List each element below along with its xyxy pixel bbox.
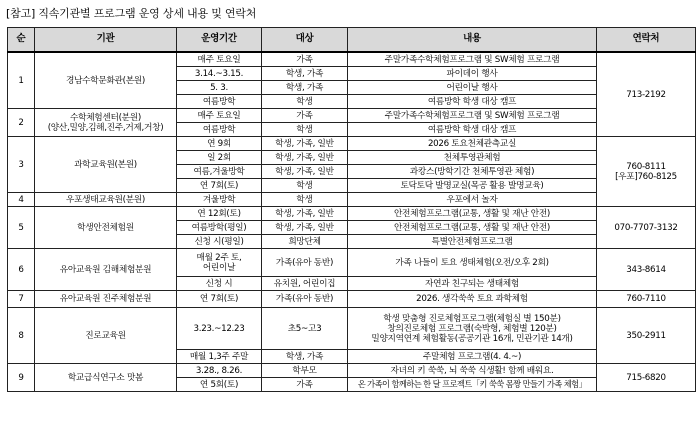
contact-cell: 713-2192: [597, 52, 696, 137]
table-header-row: [8, 28, 696, 53]
row-number: 7: [8, 291, 35, 308]
content-line3: 밀양지역연계 체험활동(공공기관 16개, 민관기관 14개): [371, 333, 573, 344]
content-line2: 창의진로체험 프로그램(숙박형, 체험별 120분): [387, 323, 557, 334]
target-cell: 초5~고3: [262, 308, 348, 350]
period-cell: 연 5회(토): [177, 378, 262, 392]
period-cell: 여름방학: [177, 95, 262, 109]
period-cell: [177, 249, 262, 277]
table-row: [8, 137, 696, 151]
row-number: 3: [8, 137, 35, 193]
content-cell: 여름방학 학생 대상 캠프: [348, 95, 597, 109]
target-cell: 학생, 가족, 일반: [262, 137, 348, 151]
period-cell: 연 9회: [177, 137, 262, 151]
target-cell: 가족: [262, 378, 348, 392]
org-name: 진로교육원: [35, 308, 177, 364]
org-name: 경남수학문화관(본원): [35, 52, 177, 109]
period-cell: 겨울방학: [177, 193, 262, 207]
header-org: 기관: [35, 28, 177, 53]
content-cell: 주말가족수학체험프로그램 및 SW체험 프로그램: [348, 52, 597, 67]
content-cell: 여름방학 학생 대상 캠프: [348, 123, 597, 137]
table-row: [8, 52, 696, 67]
period-cell: 매주 토요일: [177, 109, 262, 123]
period-cell: 여름,겨울방학: [177, 165, 262, 179]
target-cell: 유치원, 어린이집: [262, 277, 348, 291]
target-cell: 학부모: [262, 364, 348, 378]
table-row: [8, 364, 696, 378]
content-cell: 주말체험 프로그램(4. 4.~): [348, 350, 597, 364]
target-cell: 학생, 가족: [262, 350, 348, 364]
table-row: [8, 249, 696, 277]
target-cell: 가족: [262, 109, 348, 123]
contact-cell: 715-6820: [597, 364, 696, 392]
row-number: 1: [8, 52, 35, 109]
target-cell: 학생, 가족, 일반: [262, 207, 348, 221]
content-cell: [348, 308, 597, 350]
org-name-line1: 수학체험센터(분원): [70, 112, 141, 123]
org-name: 학교급식연구소 맛봄: [35, 364, 177, 392]
content-cell: 온 가족이 함께하는 한 달 프로젝트「키 쑥쑥 몸짱 만들기 가족 체험」: [348, 378, 597, 392]
content-cell: 자연과 친구되는 생태체험: [348, 277, 597, 291]
org-name: 유아교육원 김해체험분원: [35, 249, 177, 291]
target-cell: 학생, 가족, 일반: [262, 165, 348, 179]
contact-cell: 070-7707-3132: [597, 207, 696, 249]
content-cell: 어린이날 행사: [348, 81, 597, 95]
contact-line1: 760-8111: [626, 161, 666, 172]
table-row: [8, 308, 696, 350]
org-name: 과학교육원(본원): [35, 137, 177, 193]
target-cell: 학생: [262, 179, 348, 193]
table-row: [8, 109, 696, 123]
header-content: 내용: [348, 28, 597, 53]
period-cell: 3.14.~3.15.: [177, 67, 262, 81]
period-cell: 연 12회(토): [177, 207, 262, 221]
org-name: 유아교육원 진주체험분원: [35, 291, 177, 308]
period-cell: 여름방학: [177, 123, 262, 137]
content-cell: 가족 나들이 토요 생태체험(오전/오후 2회): [348, 249, 597, 277]
content-cell: 천체투영관체험: [348, 151, 597, 165]
period-cell: 3.23.~12.23: [177, 308, 262, 350]
content-cell: 토닥토닥 발명교실(목공 활용 발명교육): [348, 179, 597, 193]
content-line1: 학생 맞춤형 진로체험프로그램(체험실 별 150분): [383, 313, 561, 324]
target-cell: 학생: [262, 193, 348, 207]
header-period: 운영기간: [177, 28, 262, 53]
content-cell: 자녀의 키 쑥쑥, 뇌 쑥쑥 식생활! 함께 배워요.: [348, 364, 597, 378]
org-name: 우포생태교육원(분원): [35, 193, 177, 207]
content-cell: 2026. 생각쑥쑥 토요 과학체험: [348, 291, 597, 308]
contact-cell: 343-8614: [597, 249, 696, 291]
contact-cell: 760-7110: [597, 291, 696, 308]
period-cell: 연 7회(토): [177, 179, 262, 193]
table-row: [8, 207, 696, 221]
target-cell: 학생, 가족, 일반: [262, 221, 348, 235]
row-number: 5: [8, 207, 35, 249]
period-cell: 매월 1,3주 주말: [177, 350, 262, 364]
header-no: 순: [8, 28, 35, 53]
period-cell: 일 2회: [177, 151, 262, 165]
table-row: [8, 193, 696, 207]
row-number: 2: [8, 109, 35, 137]
header-target: 대상: [262, 28, 348, 53]
content-cell: 파이데이 행사: [348, 67, 597, 81]
row-number: 6: [8, 249, 35, 291]
period-cell: 신청 시: [177, 277, 262, 291]
target-cell: 희망단체: [262, 235, 348, 249]
period-line1: 매월 2주 토,: [196, 252, 242, 263]
org-name: [35, 109, 177, 137]
target-cell: 학생, 가족: [262, 81, 348, 95]
document-title: [참고] 직속기관별 프로그램 운영 상세 내용 및 연락처: [6, 7, 257, 20]
row-number: 9: [8, 364, 35, 392]
row-number: 4: [8, 193, 35, 207]
period-cell: 매주 토요일: [177, 52, 262, 67]
content-cell: 주말가족수학체험프로그램 및 SW체험 프로그램: [348, 109, 597, 123]
period-cell: 3.28., 8.26.: [177, 364, 262, 378]
target-cell: 가족: [262, 52, 348, 67]
period-cell: 여름방학(평일): [177, 221, 262, 235]
header-contact: 연락처: [597, 28, 696, 53]
contact-line2: [우포]760-8125: [615, 171, 677, 182]
target-cell: 학생: [262, 123, 348, 137]
program-table: [7, 27, 696, 392]
content-cell: 우포에서 놀자: [348, 193, 597, 207]
target-cell: 가족(유아 동반): [262, 249, 348, 277]
row-number: 8: [8, 308, 35, 364]
period-cell: 연 7회(토): [177, 291, 262, 308]
contact-cell: [597, 137, 696, 207]
content-cell: 특별안전체험프로그램: [348, 235, 597, 249]
content-cell: 과캉스(방학기간 천체투영관 체험): [348, 165, 597, 179]
contact-cell: 350-2911: [597, 308, 696, 364]
org-name-line2: (양산,밀양,김해,진주,거제,거창): [47, 122, 164, 133]
target-cell: 학생: [262, 95, 348, 109]
content-cell: 2026 토요천체관측교실: [348, 137, 597, 151]
org-name: 학생안전체험원: [35, 207, 177, 249]
period-cell: 신청 시(평일): [177, 235, 262, 249]
target-cell: 학생, 가족: [262, 67, 348, 81]
target-cell: 가족(유아 동반): [262, 291, 348, 308]
content-cell: 안전체험프로그램(교통, 생활 및 재난 안전): [348, 207, 597, 221]
period-line2: 어린이날: [202, 262, 236, 273]
content-cell: 안전체험프로그램(교통, 생활 및 재난 안전): [348, 221, 597, 235]
target-cell: 학생, 가족, 일반: [262, 151, 348, 165]
table-row: [8, 291, 696, 308]
period-cell: 5. 3.: [177, 81, 262, 95]
